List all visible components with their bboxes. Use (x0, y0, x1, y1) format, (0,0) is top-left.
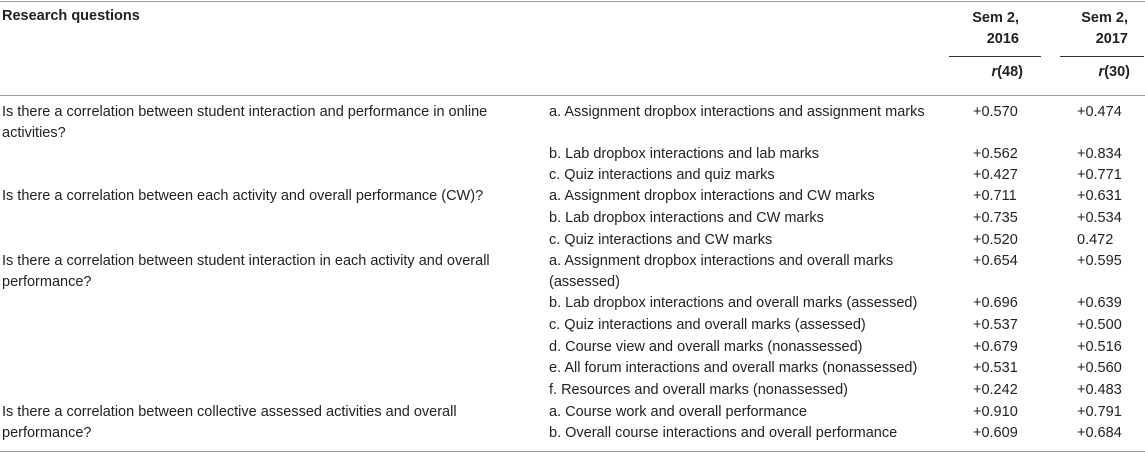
row-value-2016: +0.242 (973, 382, 1018, 398)
research-question-4: Is there a correlation between collective assessed activities and overall performance? (2, 404, 457, 441)
r-symbol: r (1098, 64, 1105, 80)
row-value-2016: +0.609 (973, 425, 1018, 441)
row-value-2016: +0.570 (973, 104, 1018, 120)
row-value-2017: +0.771 (1077, 167, 1122, 183)
row-desc: b. Overall course interactions and overall performance (549, 425, 898, 441)
r-symbol: r (991, 64, 998, 80)
row-desc: b. Lab dropbox interactions and overall marks (assessed) (549, 295, 918, 311)
header-sem-2016-line1: Sem 2, (972, 10, 1019, 26)
header-subrule-2017 (1060, 56, 1144, 57)
row-value-2016: +0.696 (973, 295, 1018, 311)
row-value-2017: +0.560 (1077, 360, 1122, 376)
research-question-1: Is there a correlation between student interaction and performance in online activities? (2, 104, 488, 141)
row-desc: b. Lab dropbox interactions and lab marks (549, 146, 820, 162)
row-value-2016: +0.654 (973, 253, 1018, 269)
row-value-2016: +0.562 (973, 146, 1018, 162)
row-value-2016: +0.520 (973, 232, 1018, 248)
row-desc: c. Quiz interactions and overall marks (assessed) (549, 317, 866, 333)
row-desc: a. Assignment dropbox interactions and overall marks (assessed) (549, 253, 894, 290)
header-subrule-2016 (949, 56, 1041, 57)
row-value-2016: +0.537 (973, 317, 1018, 333)
research-question-3: Is there a correlation between student interaction in each activity and overall performance? (2, 253, 490, 290)
row-value-2016: +0.427 (973, 167, 1018, 183)
row-desc: b. Lab dropbox interactions and CW marks (549, 210, 824, 226)
row-value-2016: +0.711 (973, 188, 1017, 204)
row-desc: c. Quiz interactions and quiz marks (549, 167, 775, 183)
row-value-2016: +0.910 (973, 404, 1018, 420)
row-value-2017: +0.500 (1077, 317, 1122, 333)
row-value-2016: +0.679 (973, 339, 1018, 355)
row-desc: f. Resources and overall marks (nonassessed) (549, 382, 848, 398)
row-value-2017: +0.631 (1077, 188, 1122, 204)
row-value-2017: +0.483 (1077, 382, 1122, 398)
header-sem-2017-line1: Sem 2, (1081, 10, 1128, 26)
row-desc: c. Quiz interactions and CW marks (549, 232, 773, 248)
row-value-2017: +0.639 (1077, 295, 1122, 311)
header-r-2016 (949, 64, 1023, 80)
sample-size-2017: (30) (1104, 64, 1130, 80)
header-r-2017 (1060, 64, 1130, 80)
row-value-2017: +0.595 (1077, 253, 1122, 269)
row-value-2016: +0.735 (973, 210, 1018, 226)
header-bottom-rule (0, 95, 1145, 96)
header-sem-2017-line2: 2017 (1095, 31, 1128, 47)
row-value-2017: +0.516 (1077, 339, 1122, 355)
row-value-2017: +0.534 (1077, 210, 1122, 226)
header-sem-2017 (1060, 8, 1128, 50)
header-sem-2016 (949, 8, 1019, 50)
table-bottom-rule (0, 451, 1145, 452)
row-value-2016: +0.531 (973, 360, 1018, 376)
row-desc: e. All forum interactions and overall marks (nonassessed) (549, 360, 918, 376)
row-desc: a. Course work and overall performance (549, 404, 807, 420)
row-value-2017: +0.834 (1077, 146, 1122, 162)
row-value-2017: +0.684 (1077, 425, 1122, 441)
row-value-2017: 0.472 (1077, 232, 1114, 248)
row-desc: d. Course view and overall marks (nonassessed) (549, 339, 863, 355)
row-value-2017: +0.791 (1077, 404, 1122, 420)
header-sem-2016-line2: 2016 (986, 31, 1019, 47)
header-research-questions: Research questions (2, 8, 140, 24)
research-question-2: Is there a correlation between each activity and overall performance (CW)? (2, 188, 484, 204)
row-desc: a. Assignment dropbox interactions and CW marks (549, 188, 875, 204)
sample-size-2016: (48) (997, 64, 1023, 80)
row-desc: a. Assignment dropbox interactions and assignment marks (549, 104, 925, 120)
table-top-rule (0, 1, 1145, 2)
row-value-2017: +0.474 (1077, 104, 1122, 120)
